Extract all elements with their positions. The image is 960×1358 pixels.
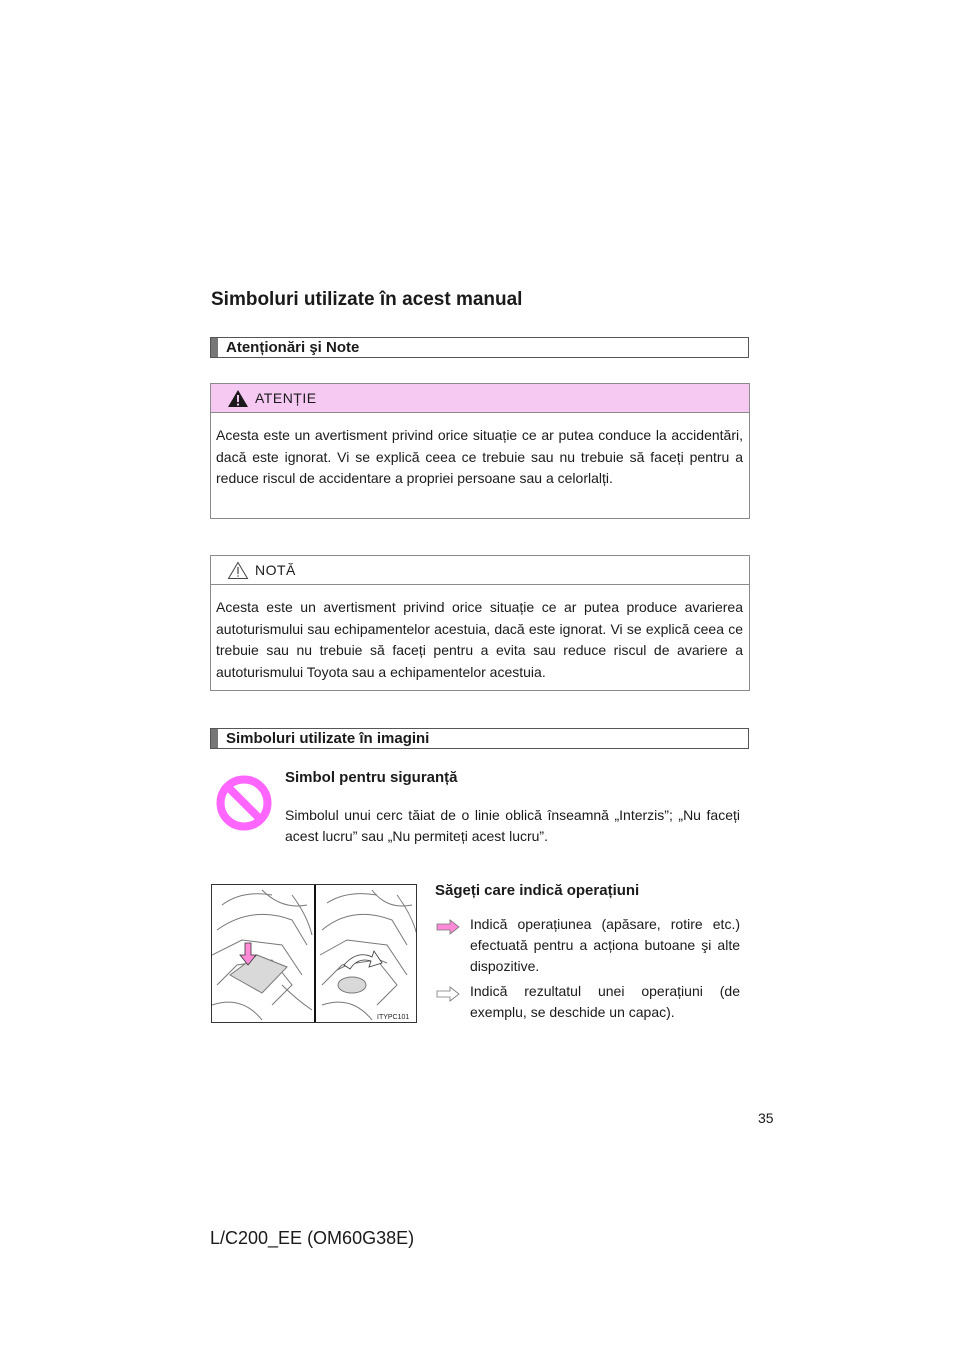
note-header <box>211 556 749 585</box>
caution-text: Acesta este un avertisment privind orice situație ce ar putea conduce la accidentări, dacă este ignorat. Vi se explică ceea ce trebuie sau nu trebuie să faceți pentru a reduce riscul de accidentare a propriei persoane sau a celorlalți. <box>216 427 743 486</box>
safety-symbol-text: Simbolul unui cerc tăiat de o linie oblică înseamnă „Interzis”; „Nu faceți acest lucru” sau „Nu permiteți acest lucru”. <box>285 807 740 844</box>
warning-outline-icon <box>227 561 249 580</box>
caution-header <box>211 384 749 413</box>
safety-symbol-title: Simbol pentru siguranță <box>285 769 458 786</box>
warning-filled-icon <box>227 389 249 408</box>
page-title: Simboluri utilizate în acest manual <box>211 289 523 310</box>
illustration-code: ITYPC101 <box>377 1014 410 1021</box>
section-images-label: Simboluri utilizate în imagini <box>226 730 430 747</box>
note-box <box>210 555 750 691</box>
document-code: L/C200_EE (OM60G38E) <box>210 1228 415 1248</box>
page-number: 35 <box>758 1110 774 1126</box>
console-illustration <box>211 884 417 1023</box>
outline-arrow-icon <box>436 986 460 1002</box>
caution-box <box>210 383 750 519</box>
prohibited-icon <box>216 775 272 831</box>
note-text: Acesta este un avertisment privind orice situație ce ar putea produce avarierea autoturismului sau echipamentelor acestuia, dacă este ignorat. Vi se explică ceea ce trebuie sau nu trebuie să faceți pentru a evita sau reduce riscul de avariere a autoturismului Toyota sau a echipamentelor acestuia. <box>216 599 743 680</box>
section-accent <box>211 338 218 357</box>
arrow-item-text: Indică rezultatul unei operațiuni (de exemplu, se deschide un capac). <box>470 983 740 1020</box>
arrows-title: Săgeți care indică operațiuni <box>435 882 640 899</box>
section-warnings-label: Atenționări şi Note <box>226 339 360 356</box>
arrow-item-text: Indică operațiunea (apăsare, rotire etc.) efectuată pentru a acționa butoane şi alte dispozitive. <box>470 916 740 974</box>
section-accent <box>211 729 218 748</box>
filled-arrow-icon <box>436 919 460 935</box>
section-warnings <box>210 337 749 358</box>
note-title: NOTĂ <box>255 562 296 578</box>
caution-title: ATENȚIE <box>255 390 317 406</box>
illustration-drawing <box>212 885 417 1023</box>
section-images <box>210 728 749 749</box>
